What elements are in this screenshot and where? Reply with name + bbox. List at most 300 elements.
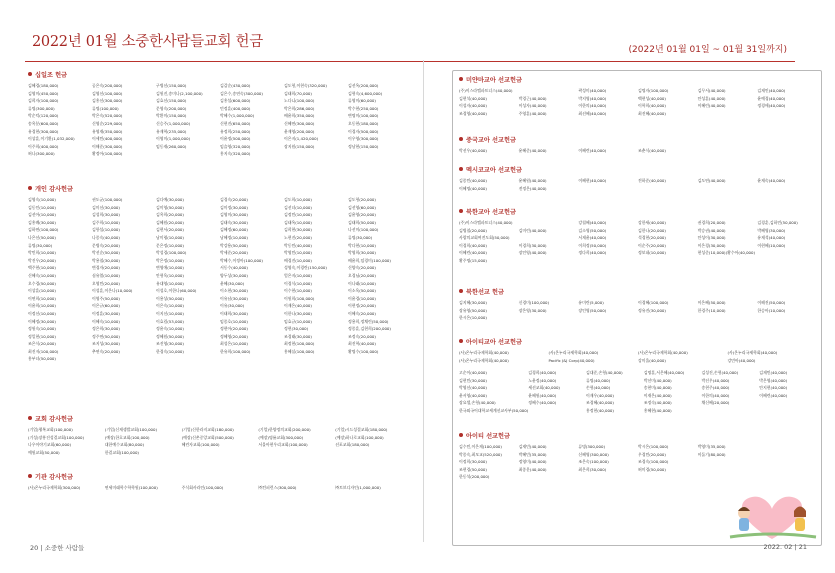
donor-entry: (주)이스라엘파트너스(40,000) — [459, 220, 513, 225]
donor-entry: 김현석(40,000) — [459, 95, 487, 101]
donor-entry: 박선미(40,000) — [643, 377, 672, 383]
donor-entry — [335, 449, 412, 457]
donor-entry: 박순덕(120,000) — [28, 113, 59, 119]
donor-entry: 박혜수,이정아(100,000) — [220, 257, 263, 263]
donor-entry: (기업)한양정의교회(200,000) — [258, 427, 311, 432]
donor-entry: 허미경(50,000) — [638, 466, 666, 472]
donor-entry — [757, 147, 817, 155]
donor-entry: 김명훈,서은혜(40,000) — [643, 370, 685, 375]
donor-entry: 장인영(50,000) — [578, 307, 607, 313]
donor-entry: 장유영(50,000) — [459, 307, 487, 313]
offering-grid — [459, 299, 817, 322]
donor-entry: 나선미(100,000) — [348, 227, 379, 233]
donor-entry: 김무서(40,000) — [697, 88, 726, 93]
donor-entry: 김홍선(300,000) — [92, 98, 123, 104]
donor-entry: 김희자(100,000) — [28, 98, 59, 104]
donor-entry — [258, 449, 335, 457]
donor-entry: 배윤희,임경미(100,000) — [348, 257, 391, 263]
donor-entry: 정혜수(40,000) — [528, 400, 557, 406]
donor-entry: 추연숙(20,000) — [92, 348, 120, 354]
donor-entry: 정남현(150,000) — [348, 143, 379, 149]
donor-entry: 김수민,이은재(100,000) — [459, 444, 502, 449]
donor-entry: 한승아(10,000) — [757, 307, 786, 313]
donor-entry: 김재인(40,000) — [757, 88, 786, 93]
donor-entry: 김옥희(20,000) — [156, 212, 184, 218]
donor-entry: 이혜정(30,000) — [28, 318, 56, 324]
offering-grid — [459, 87, 817, 117]
donor-entry: (예장)신촌중앙교회(500,000) — [181, 434, 234, 440]
donor-entry: 이은숙(10,000) — [156, 303, 184, 309]
donor-entry: 정유진(30,000) — [638, 307, 666, 313]
donor-entry: 이혜숙(10,000) — [92, 318, 120, 324]
donor-entry: 최성은(10,000) — [220, 341, 248, 347]
donor-entry: 이소욱(50,000) — [348, 288, 376, 294]
donor-entry: 임종호(10,000) — [220, 318, 248, 324]
donor-entry: ㈜토브디자인(1,000,000) — [335, 485, 381, 490]
donor-entry: 유경현(300,000) — [28, 128, 59, 134]
donor-entry — [698, 110, 758, 118]
donor-entry: 이순주(20,000) — [638, 242, 666, 248]
donor-entry: 오수경(50,000) — [28, 280, 56, 286]
donor-entry: 김종민(40,000) — [459, 178, 487, 183]
donor-entry: 문병숙(20,000) — [92, 242, 120, 248]
donor-entry: 이한의(40,000) — [578, 103, 607, 109]
section-org-thanks — [28, 474, 412, 492]
donor-entry: 이성훈,이은나(10,000) — [92, 288, 133, 294]
donor-entry: 정혜영(20,000) — [220, 333, 248, 339]
section-north-korea-kids — [459, 209, 817, 265]
donor-entry: 이혜현(40,000) — [578, 178, 607, 183]
donor-entry: 이한의(40,000) — [701, 392, 730, 398]
donor-entry: (예장)하나로교회(100,000) — [335, 434, 384, 440]
donor-entry: 오영민(20,000) — [92, 280, 120, 286]
offering-grid — [459, 369, 817, 415]
bullet-icon — [28, 416, 32, 420]
donor-entry: 김명자(100,000) — [638, 88, 669, 93]
donor-entry — [578, 314, 638, 322]
donor-entry — [220, 355, 284, 363]
offering-grid — [459, 219, 817, 265]
donor-entry: 김도희(10,000) — [284, 197, 312, 202]
donor-entry: (사)온누리국제학회(40,000) — [548, 350, 599, 355]
donor-entry: 김재민(40,000) — [759, 370, 788, 375]
donor-entry — [757, 249, 817, 257]
offering-grid — [459, 177, 817, 192]
donor-entry — [757, 110, 817, 118]
section-haiti — [459, 433, 817, 481]
bullet-icon — [459, 433, 463, 437]
donor-entry: 유대영(10,000) — [156, 280, 184, 286]
donor-entry: 한유희(100,000) — [220, 348, 251, 354]
donor-entry — [757, 185, 817, 193]
donor-entry: 유재석(40,000) — [757, 235, 786, 241]
donor-entry: 박영민(10,000) — [284, 250, 312, 256]
donor-entry: 김도연(40,000) — [697, 178, 726, 183]
donor-entry: 이용상(50,000) — [156, 295, 184, 301]
donor-entry: 박은정(10,000) — [156, 257, 184, 263]
donor-entry: 정다희(40,000) — [578, 250, 607, 256]
donor-entry: 이재우(40,000) — [586, 392, 614, 398]
donor-entry: 강한새(40,000) — [638, 220, 666, 225]
donor-entry — [698, 314, 758, 322]
donor-entry: 최정현(100,000) — [284, 341, 315, 347]
donor-entry: 백주현(10,000) — [28, 265, 56, 271]
donor-entry: 윤예경(40,000) — [757, 95, 786, 101]
section-title: 북한교아 선교헌금 — [459, 209, 817, 217]
donor-entry: 김영미(450,000) — [28, 90, 59, 96]
donor-entry: 이주희(400,000) — [28, 143, 59, 149]
donor-entry: 김주희(10,000) — [92, 219, 120, 225]
donor-entry: 이나래(10,000) — [348, 280, 376, 286]
donor-entry: 김미선(30,000) — [92, 204, 120, 210]
donor-entry: 박강용(50,000) — [220, 242, 248, 248]
donor-entry: 송현주(40,000) — [701, 385, 730, 391]
donor-entry: 성영숙,이경란(150,000) — [284, 265, 327, 271]
donor-entry: 강철혜(40,000) — [578, 220, 607, 225]
donor-entry: 배윤희(350,000) — [284, 113, 315, 119]
donor-entry: 정보네(10,000) — [638, 250, 666, 256]
section-title: 교회 감사헌금 — [28, 416, 412, 424]
donor-entry: 박수현(250,000) — [348, 105, 379, 111]
donor-entry: 신현진(650,000) — [220, 120, 251, 126]
donor-entry — [578, 257, 638, 265]
donor-entry: 예원교회(50,000) — [28, 449, 60, 455]
donor-entry: 혜린자교회(100,000) — [181, 442, 220, 448]
donor-entry: ㈜컨퍼런스(300,000) — [258, 485, 297, 490]
page-spine — [423, 60, 424, 542]
donor-entry: (사)온누리국제학회(40,000) — [638, 350, 688, 355]
donor-entry: 김형숙(4,600,000) — [348, 90, 383, 96]
section-tithe — [28, 72, 412, 158]
donor-entry: 최은희(30,000) — [578, 466, 607, 472]
section-title: 미얀마교아 선교헌금 — [459, 77, 817, 85]
donor-entry: 변영애(10,000) — [156, 265, 184, 271]
donor-entry: 양두상(30,000) — [220, 272, 248, 278]
donor-entry: 박영희(30,000) — [348, 250, 376, 256]
donor-entry: 대한예수교회(80,000) — [104, 442, 144, 448]
donor-entry: 전하준(40,000) — [638, 178, 666, 183]
donor-entry: 이소현(30,000) — [220, 288, 248, 294]
section-personal-thanks — [28, 186, 412, 363]
donor-entry: 이상훈,이기환(1,032,000) — [28, 136, 75, 142]
donor-entry: 정현(30,000) — [284, 326, 309, 332]
donor-entry: 김홍섭(600,000) — [220, 98, 251, 104]
donor-entry: 문영숙(200,000) — [156, 105, 187, 111]
donor-entry: 김태옥(10,000) — [284, 219, 312, 225]
donor-entry: 조경숙(100,000) — [638, 459, 669, 465]
donor-entry: 한국외국어대학교세계선교사부(50,000) — [459, 407, 529, 413]
donor-entry: 이우영(300,000) — [348, 136, 379, 142]
donor-entry: 김미영(50,000) — [156, 204, 184, 210]
donor-entry: 한경숙(10,000) — [156, 348, 184, 354]
donor-entry: 유재혁(235,000) — [156, 128, 187, 134]
donor-entry: 연세미래학수학학원(100,000) — [104, 485, 158, 490]
donor-entry: 이유(30,000) — [220, 303, 245, 309]
donor-entry: 홍정현(40,000) — [586, 407, 614, 413]
donor-entry: 신경미(100,000) — [518, 300, 550, 305]
donor-entry: 김정민(10,000) — [284, 212, 312, 218]
donor-entry: 김소영(50,000) — [578, 227, 607, 233]
donor-entry: 손형(40,000) — [586, 385, 611, 391]
donor-entry — [757, 458, 817, 466]
donor-entry: 한동석(200,000) — [459, 474, 490, 480]
donor-entry: 이경혜(100,000) — [638, 300, 669, 305]
donor-entry: 이영주(50,000) — [92, 295, 120, 301]
donor-entry: 서재윤(40,000) — [578, 235, 607, 241]
donor-entry: 이연희(10,000) — [28, 295, 56, 301]
donor-entry: 박성경(100,000) — [156, 250, 187, 256]
bullet-icon — [28, 72, 32, 76]
right-page — [452, 70, 822, 546]
donor-entry: 정영미(40,000) — [518, 459, 547, 465]
donor-entry: 김영숙(10,000) — [28, 197, 56, 202]
donor-entry — [757, 466, 817, 474]
donor-entry: 김태희(70,000) — [284, 90, 312, 96]
donor-entry: 박선우(40,000) — [701, 377, 730, 383]
page-title: 2022년 01월 소중한사람들교회 헌금 — [32, 34, 263, 50]
donor-entry: 김현서(20,000) — [156, 227, 184, 233]
donor-entry: 김현민(30,000) — [459, 377, 487, 383]
donor-entry: 이성호,이한나(60,000) — [156, 288, 197, 294]
donor-entry: 이성자(40,000) — [518, 103, 547, 109]
donor-entry: 백현성(40,000) — [638, 95, 666, 101]
donor-entry: 구병선(150,000) — [156, 83, 187, 88]
donor-entry: 김혜정(60,000) — [220, 227, 248, 233]
donor-entry: 이희정(50,000) — [578, 242, 607, 248]
donor-entry: 김항섭(10,000) — [92, 227, 120, 233]
donor-entry: 박진우(20,000) — [28, 257, 56, 263]
donor-entry: 김영미(30,000) — [220, 212, 248, 218]
donor-entry: 최진혜(40,000) — [638, 110, 666, 116]
donor-entry — [528, 407, 586, 415]
donor-entry: 이윤희(10,000) — [28, 303, 56, 309]
bullet-icon — [459, 289, 463, 293]
donor-entry: 이혜련(40,000) — [578, 148, 607, 153]
donor-entry: 이재은(40,000) — [284, 303, 312, 309]
donor-entry: 김한나(20,000) — [638, 227, 666, 233]
donor-entry — [757, 443, 817, 451]
donor-entry — [156, 150, 220, 158]
donor-entry: 주영훈(40,000) — [518, 110, 547, 116]
donor-entry: (예장)명륜교회(300,000) — [258, 434, 304, 440]
donor-entry: 고순이(40,000) — [459, 370, 487, 375]
donor-entry: 이혜린(40,000) — [697, 103, 726, 109]
donor-entry: 황명수(100,000) — [348, 348, 379, 354]
donor-entry: 박시은(100,000) — [638, 444, 669, 449]
donor-entry: 유영재(350,000) — [92, 128, 123, 134]
donor-entry: 장은영(30,000) — [518, 307, 547, 313]
donor-entry: 심유열(10,000) — [92, 272, 120, 278]
donor-entry: 김도형(20,000) — [348, 197, 376, 202]
donor-entry: 최진혁(40,000) — [348, 341, 376, 347]
section-haiti-kids-cont — [459, 367, 817, 415]
donor-entry: (기업)신한라지교회(180,000) — [181, 427, 234, 432]
donor-entry: 나은선(50,000) — [28, 234, 56, 240]
donor-entry: 전정은(40,000) — [518, 185, 547, 191]
donor-entry — [638, 314, 698, 322]
donor-entry — [519, 473, 579, 481]
donor-entry: 김하연(100,000) — [28, 227, 59, 233]
donor-entry — [348, 150, 412, 158]
donor-entry: (예장)한호교회(100,000) — [104, 434, 150, 440]
donor-entry: 김영선(100,000) — [92, 90, 123, 96]
donor-entry: 주식회사라인(100,000) — [181, 485, 224, 490]
donor-entry: 곽성미(40,000) — [578, 88, 607, 93]
donor-entry: (기업)시드성결교회(180,000) — [335, 427, 388, 432]
offering-grid — [28, 196, 412, 363]
donor-entry: 김선옥(200,000) — [348, 83, 379, 88]
bullet-icon — [28, 186, 32, 190]
donor-entry: 박은숙(520,000) — [92, 113, 123, 119]
donor-entry: 공은숙(200,000) — [92, 83, 123, 88]
donor-entry: 김선녀(10,000) — [284, 204, 312, 210]
donor-entry: 조은식(20,000) — [28, 341, 56, 347]
donor-entry: 안성이(30,000) — [697, 235, 726, 241]
bullet-icon — [459, 137, 463, 141]
donor-entry: 이지선(10,000) — [156, 310, 184, 316]
section-mexico — [459, 167, 817, 192]
donor-entry — [698, 458, 758, 466]
donor-entry: (기업)행복교회(100,000) — [28, 427, 73, 432]
donor-entry — [759, 399, 817, 407]
donor-entry: 류명(30,000) — [348, 234, 373, 240]
donor-entry: 이유남(30,000) — [220, 295, 248, 301]
donor-entry: 오동현(180,000) — [348, 120, 379, 126]
donor-entry: 정일현(10,000) — [28, 333, 56, 339]
donor-entry: 민정훈(400,000) — [220, 105, 251, 111]
donor-entry: 박용철(30,000) — [92, 257, 120, 263]
donor-entry: 선포교회(180,000) — [335, 442, 370, 448]
donor-entry: 변명미(100,000) — [348, 113, 379, 119]
donor-entry: 박다현(10,000) — [348, 242, 376, 248]
donor-entry: 강민아(40,000) — [727, 357, 756, 363]
donor-entry: 김선영(60,000) — [348, 204, 376, 210]
donor-entry: 신영순(229,000) — [92, 120, 123, 126]
donor-entry: (사)온누리국제학회(40,000) — [459, 350, 509, 355]
donor-entry: 박혜민(35,000) — [518, 451, 547, 457]
donor-entry: 박환미(150,000) — [156, 113, 187, 119]
donor-entry: 안형욱(10,000) — [156, 272, 184, 278]
donor-entry: 이영미(1,000,000) — [156, 136, 191, 142]
donor-entry: 조진영(30,000) — [156, 341, 184, 347]
donor-entry: 윤혜원(40,000) — [528, 392, 557, 398]
donor-entry — [698, 257, 758, 265]
donor-entry: 정경애(40,000) — [757, 103, 786, 109]
donor-entry: 신혜영(300,000) — [578, 451, 609, 457]
donor-entry — [757, 451, 817, 459]
donor-entry: 조경혜(40,000) — [586, 400, 614, 406]
donor-entry: 홍혜실(100,000) — [284, 348, 315, 354]
bullet-icon — [459, 167, 463, 171]
donor-entry: 장요셉,손형(40,000) — [459, 400, 496, 406]
footer-right: 2022. 02 | 21 — [763, 543, 807, 551]
donor-entry: 류명(40,000) — [586, 377, 611, 383]
donor-entry: 신혜연(300,000) — [284, 120, 315, 126]
donor-entry: 정현아(20,000) — [220, 326, 248, 332]
donor-entry: 이돌기(80,000) — [697, 451, 726, 457]
donor-entry: 문은정(10,000) — [156, 242, 184, 248]
donor-entry: 정윤숙(10,000) — [156, 326, 184, 332]
donor-entry: (사)온누리국제학회(40,000) — [459, 357, 509, 363]
donor-entry: 박경근(40,000) — [518, 95, 547, 101]
donor-entry: 김지혜(30,000) — [459, 300, 487, 305]
donor-entry: 김미정(30,000) — [220, 204, 248, 210]
donor-entry: (기성)장흥진성결교회(100,000) — [28, 434, 84, 440]
donor-entry: 류영미(60,000) — [348, 98, 376, 104]
donor-entry: 박혜영(30,000) — [757, 227, 786, 233]
donor-entry: 이윤정(500,000) — [220, 136, 251, 142]
donor-entry: 김성진,손형(40,000) — [701, 370, 739, 375]
section-title: 기관 감사헌금 — [28, 474, 412, 482]
donor-entry: 이혜련(40,000) — [459, 250, 487, 256]
donor-entry: (사)온누리국제학회(300,000) — [28, 485, 81, 490]
section-title: 북한선교 헌금 — [459, 289, 817, 297]
donor-entry: 정종훈,김현희(200,000) — [348, 326, 391, 332]
donor-entry — [519, 234, 579, 242]
footer-left: 20 | 소중한 사람들 — [30, 544, 85, 552]
donor-entry: 이세민(400,000) — [92, 136, 123, 142]
donor-entry — [284, 355, 348, 363]
donor-entry: 송옥분(600,000) — [28, 120, 59, 126]
donor-entry: 임동재(260,000) — [156, 143, 187, 149]
donor-entry: 윤혜(30,000) — [220, 280, 245, 286]
donor-entry: 김선아(10,000) — [28, 212, 56, 218]
donor-entry: 박승권(40,000) — [697, 227, 726, 233]
section-myanmar — [459, 77, 817, 117]
donor-entry: 서동수(40,000) — [220, 265, 248, 271]
donor-entry: 엄은지(10,000) — [284, 272, 312, 278]
donor-entry: 이은규(60,000) — [92, 303, 120, 309]
donor-entry: 박은영(40,000) — [759, 377, 788, 383]
donor-entry: 김혜경(180,000) — [28, 83, 59, 88]
donor-entry: 조은숙(100,000) — [578, 459, 609, 465]
donor-entry: (사)온누리국제학회(40,000) — [727, 350, 778, 355]
donor-entry: 홍혜현(40,000) — [643, 407, 672, 413]
donor-entry — [698, 473, 758, 481]
donor-entry: 조경영(40,000) — [459, 110, 487, 116]
donor-entry — [519, 219, 579, 227]
donor-entry — [284, 150, 348, 158]
section-title: 아이티교아 선교헌금 — [459, 339, 817, 347]
donor-entry: 이경식(10,000) — [284, 280, 312, 286]
donor-entry — [519, 87, 579, 95]
donor-entry: 류명(30,000) — [28, 242, 53, 248]
donor-entry: 김희현(30,000) — [284, 227, 312, 233]
donor-entry: 이성자(40,000) — [459, 103, 487, 109]
bullet-icon — [459, 209, 463, 213]
donor-entry: Pacific J&J Corp(40,000) — [548, 357, 595, 363]
donor-entry: 윤재영(200,000) — [284, 128, 315, 134]
donor-entry — [182, 449, 259, 457]
donor-entry: 이경희(30,000) — [518, 242, 547, 248]
donor-entry: 조현경(50,000) — [459, 466, 487, 472]
donor-entry: 이은혜(50,000) — [697, 300, 726, 305]
donor-entry: 한결교회(100,000) — [104, 449, 139, 455]
offering-grid — [28, 426, 412, 456]
donor-entry: 노현진(20,000) — [284, 234, 312, 240]
bullet-icon — [28, 474, 32, 478]
donor-entry: 권경희(20,000) — [697, 220, 726, 225]
section-church-thanks — [28, 416, 412, 456]
donor-entry: 류명(300,000) — [28, 105, 55, 111]
donor-entry: 정주연(50,000) — [92, 333, 120, 339]
donor-entry: 김다예(30,000) — [156, 197, 184, 202]
donor-entry: 이원희(100,000) — [284, 295, 315, 301]
donor-entry: 노윤정(40,000) — [528, 377, 557, 383]
donor-entry: 나종숙(40,000) — [92, 234, 120, 240]
title-rule — [25, 61, 795, 62]
donor-entry: 최선혜(40,000) — [578, 110, 607, 116]
